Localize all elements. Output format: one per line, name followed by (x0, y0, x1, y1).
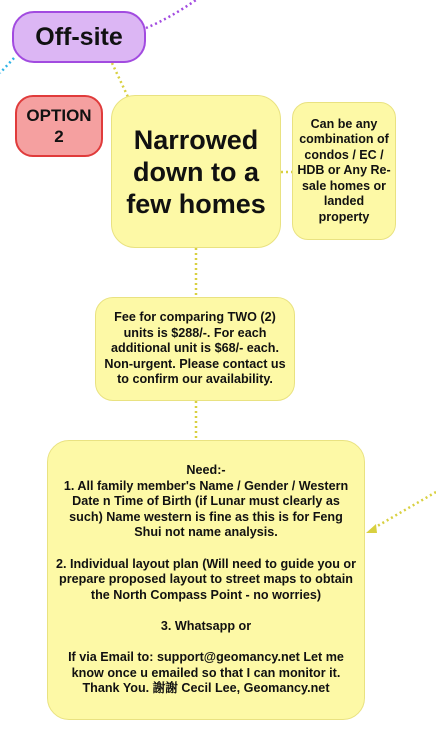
offsite-node[interactable]: Off-site (12, 11, 146, 63)
fee-note[interactable]: Fee for comparing TWO (2) units is $288/-. For each additional unit is $68/- each. Non-urgent. Please contact us to confirm our availability. (95, 297, 295, 401)
narrowed-down-node[interactable]: Narrowed down to a few homes (111, 95, 281, 248)
connector-right-need (374, 492, 436, 528)
combination-note[interactable]: Can be any combination of condos / EC / HDB or Any Re-sale homes or landed property (292, 102, 396, 240)
arrowhead-need (366, 524, 377, 533)
connector-offsite-topright (146, 0, 196, 28)
connector-offsite-narrowed (112, 63, 128, 97)
option-2-node[interactable]: OPTION 2 (15, 95, 103, 157)
connector-offsite-left (0, 58, 14, 73)
requirements-note[interactable]: Need:- 1. All family member's Name / Gender / Western Date n Time of Birth (if Lunar must clearly as such) Name western is fine as this is for Feng Shui not name analysis. 2. Individual layout plan (Will need to guide you or prepare proposed layout to street maps to obtain the North Compass Point - no worries) 3. Whatsapp or If via Email to: support@geomancy.net Let me know once u emailed so that I can monitor it. Thank You. 謝謝 Cecil Lee, Geomancy.net (47, 440, 365, 720)
